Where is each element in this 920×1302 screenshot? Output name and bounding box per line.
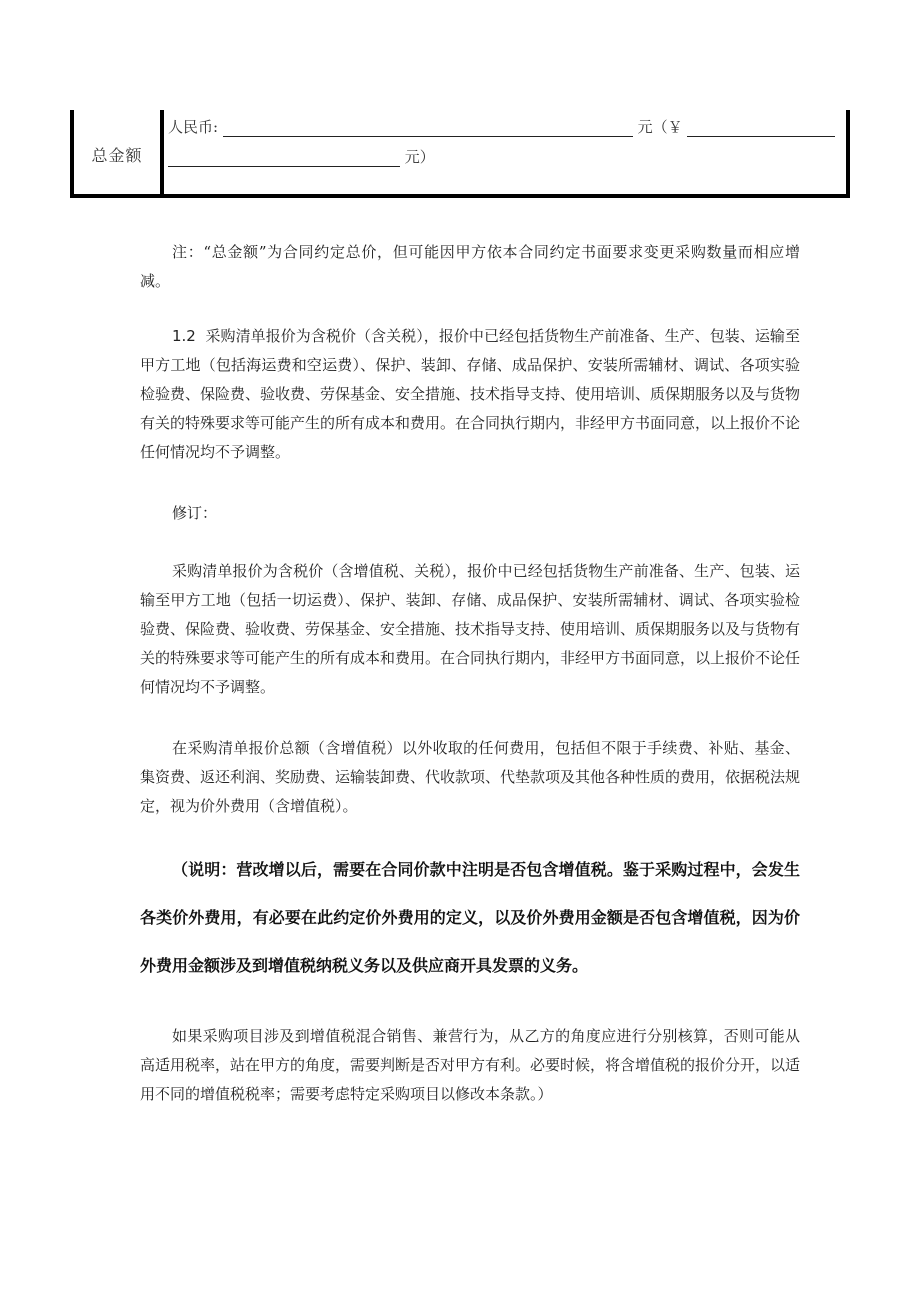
total-amount-table — [70, 110, 850, 198]
rmb-words-blank[interactable] — [223, 118, 633, 137]
yen-figure-blank-continued[interactable] — [168, 148, 400, 167]
rmb-amount-line — [168, 116, 848, 140]
section-1-2-paragraph — [140, 322, 800, 467]
explanation-paragraph: （说明：营改增以后，需要在合同价款中注明是否包含增值税。鉴于采购过程中，会发生各类价外费用，有必要在此约定价外费用的定义，以及价外费用金额是否包含增值税，因为价外费用金额涉及到增值税纳税义务以及供应商开具发票的义务。 — [140, 860, 800, 975]
total-amount-note: 注：“总金额”为合同约定总价，但可能因甲方依本合同约定书面要求变更采购数量而相应增减。 — [140, 243, 800, 290]
yuan-close-text: 元） — [404, 148, 435, 166]
revision-label: 修订： — [172, 504, 218, 522]
section-1-2-text: 采购清单报价为含税价（含关税），报价中已经包括货物生产前准备、生产、包装、运输至甲方工地（包括海运费和空运费）、保护、装卸、存储、成品保护、安装所需辅材、调试、各项实验检验费、保险费、验收费、劳保基金、安全措施、技术指导支持、使用培训、质保期服务以及与货物有关的特殊要求等可能产生的所有成本和费用。在合同执行期内，非经甲方书面同意，以上报价不论任何情况均不予调整。 — [140, 327, 801, 461]
total-amount-label: 总金额 — [91, 146, 143, 165]
mixed-sales-paragraph: 如果采购项目涉及到增值税混合销售、兼营行为，从乙方的角度应进行分别核算，否则可能从高适用税率，站在甲方的角度，需要判断是否对甲方有利。必要时候，将含增值税的报价分开，以适用不同的增值税税率；需要考虑特定采购项目以修改本条款。） — [140, 1027, 801, 1103]
rmb-prefix: 人民币: — [168, 118, 219, 136]
table-column-divider — [160, 110, 164, 194]
extra-fees-paragraph: 在采购清单报价总额（含增值税）以外收取的任何费用，包括但不限于手续费、补贴、基金、集资费、返还利润、奖励费、运输装卸费、代收款项、代垫款项及其他各种性质的费用，依据税法规定，视为价外费用（含增值税）。 — [140, 739, 801, 815]
revision-paragraph: 采购清单报价为含税价（含增值税、关税），报价中已经包括货物生产前准备、生产、包装、运输至甲方工地（包括一切运费）、保护、装卸、存储、成品保护、安装所需辅材、调试、各项实验检验费、保险费、验收费、劳保基金、安全措施、技术指导支持、使用培训、质保期服务以及与货物有关的特殊要求等可能产生的所有成本和费用。在合同执行期内，非经甲方书面同意，以上报价不论任何情况均不予调整。 — [140, 562, 801, 696]
section-number: 1.2 — [172, 327, 196, 345]
yuan-open-text: 元（￥ — [637, 118, 683, 136]
rmb-amount-line-2 — [168, 146, 848, 170]
yen-figure-blank[interactable] — [687, 118, 835, 137]
